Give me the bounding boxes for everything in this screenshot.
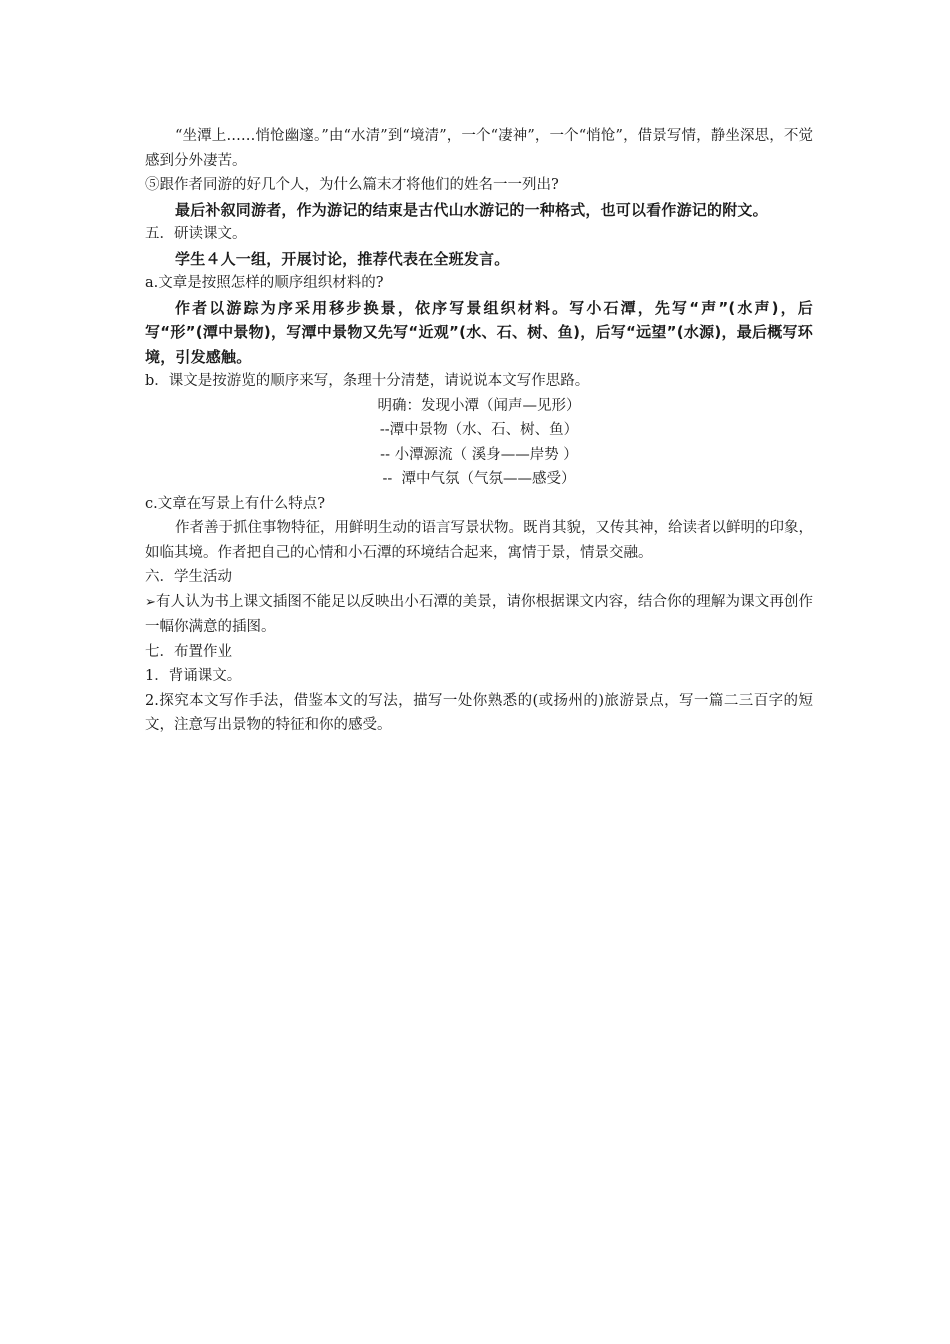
- paragraph-analysis: “坐潭上……悄怆幽邃。”由“水清”到“境清”，一个“凄神”，一个“悄怆”，借景写情，静坐深思，不觉感到分外凄苦。: [145, 128, 814, 169]
- question-a: a.文章是按照怎样的顺序组织材料的?: [145, 275, 384, 291]
- activity-text: 有人认为书上课文插图不能足以反映出小石潭的美景，请你根据课文内容，结合你的理解为课文再创作一幅你满意的插图。: [145, 593, 813, 635]
- document-body: [145, 124, 813, 738]
- question-5: ⑤跟作者同游的好几个人，为什么篇末才将他们的姓名一一列出?: [145, 177, 559, 193]
- section-heading-7: 七．布置作业: [145, 643, 232, 660]
- answer-c: 作者善于抓住事物特征，用鲜明生动的语言写景状物。既肖其貌，又传其神，给读者以鲜明的印象，如临其境。作者把自己的心情和小石潭的环境结合起来，寓情于景，情景交融。: [145, 520, 813, 561]
- outline-line-2: --潭中景物（水、石、树、鱼）: [379, 422, 579, 438]
- group-discussion-note: 学生４人一组，开展讨论，推荐代表在全班发言。: [175, 249, 510, 268]
- outline-line-1: 明确：发现小潭（闻声—见形）: [377, 397, 581, 414]
- answer-5: 最后补叙同游者，作为游记的结束是古代山水游记的一种格式，也可以看作游记的附文。: [175, 200, 768, 219]
- outline-line-4: -- 潭中气氛（气氛——感受）: [382, 471, 576, 487]
- arrow-bullet-icon: ➢: [145, 594, 156, 610]
- answer-a: 作者以游踪为序采用移步换景，依序写景组织材料。写小石潭，先写“声”(水声)，后写“形”(潭中景物)，写潭中景物又先写“近观”(水、石、树、鱼)，后写“远望”(水源)，最后概写环境，引发感触。: [145, 298, 813, 366]
- section-heading-5: 五．研读课文。: [145, 226, 247, 242]
- homework-item-2: 2.探究本文写作手法，借鉴本文的写法，描写一处你熟悉的(或扬州的)旅游景点，写一篇二三百字的短文，注意写出景物的特征和你的感受。: [145, 692, 813, 733]
- student-activity: [145, 590, 813, 640]
- question-b: b．课文是按游览的顺序来写，条理十分清楚，请说说本文写作思路。: [145, 373, 590, 389]
- outline-line-3: -- 小潭源流（ 溪身——岸势 ）: [380, 446, 578, 463]
- section-heading-6: 六．学生活动: [145, 569, 232, 585]
- question-c: c.文章在写景上有什么特点?: [145, 495, 326, 512]
- homework-item-1: 1．背诵课文。: [145, 668, 242, 684]
